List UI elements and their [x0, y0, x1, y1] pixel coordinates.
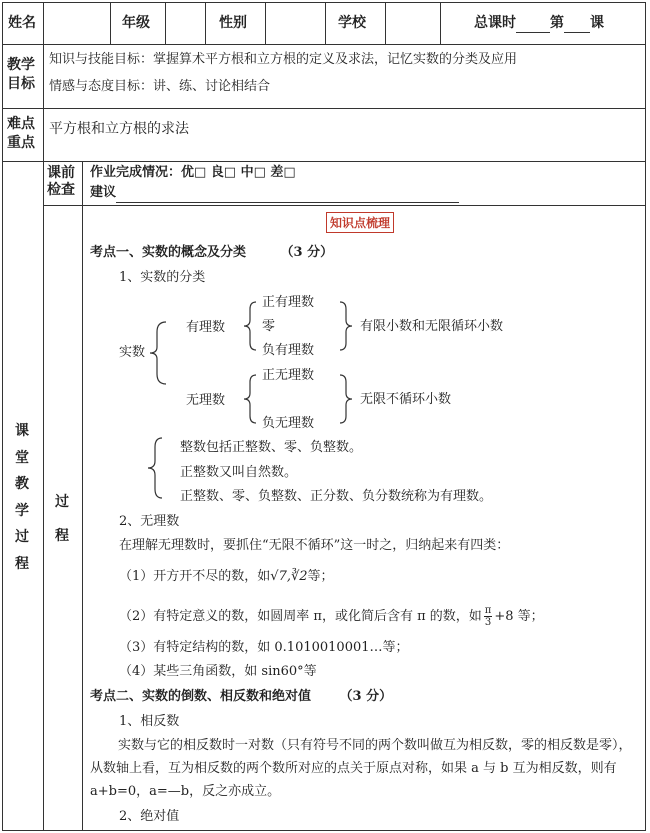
col-divider-label	[43, 2, 44, 831]
note-rational-def: 正整数、零、负整数、正分数、负分数统称为有理数。	[180, 489, 493, 504]
zero-label: 零	[262, 319, 276, 334]
irrational-type-2	[119, 605, 544, 628]
neg-irrational-label: 负无理数	[262, 416, 315, 431]
opposite-paragraph: 实数与它的相反数时一对数（只有符号不同的两个数叫做互为相反数，零的相反数是零），从数轴上看，互为相反数的两个数所对应的点关于原点对称，如果 a 与 b 互为相反数，则有 a+b=0，a=—b，反之亦成立。	[90, 738, 632, 799]
total-hours-blank[interactable]	[516, 14, 550, 33]
name-label: 姓名	[8, 15, 36, 31]
rational-label: 有理数	[186, 320, 226, 335]
topic1-heading	[90, 245, 333, 262]
fraction-numerator: π	[484, 605, 492, 616]
pi-over-3-fraction	[484, 605, 493, 628]
suggestion-blank[interactable]	[116, 185, 459, 203]
col-divider-process	[82, 161, 83, 831]
type1-suffix: 等；	[307, 569, 334, 584]
goals-label	[7, 56, 35, 94]
pos-irrational-label: 正无理数	[262, 368, 315, 383]
difficulty-label-line2: 重点	[7, 135, 35, 151]
header-col-divider	[110, 2, 111, 44]
grade-label: 年级	[122, 15, 150, 31]
classroom-process-label	[13, 418, 31, 578]
name-field[interactable]	[44, 3, 110, 44]
note-natural: 正整数又叫自然数。	[180, 465, 298, 480]
lesson-count	[474, 14, 604, 33]
lesson-number-blank[interactable]	[564, 14, 590, 33]
knowledge-goal: 知识与技能目标：掌握算术平方根和立方根的定义及求法，记忆实数的分类及应用	[49, 52, 518, 67]
classification-title: 1、实数的分类	[119, 270, 206, 285]
difficulty-label-line1: 难点	[7, 116, 35, 132]
preclass-label-line1: 课前	[47, 165, 75, 181]
difficulty-label	[7, 115, 35, 153]
row-divider-difficulty	[2, 161, 646, 162]
irrational-label: 无理数	[186, 393, 226, 408]
process-label-char: 过	[55, 494, 69, 510]
classroom-label-char: 学	[15, 502, 29, 519]
irrational-type-3: （3）有特定结构的数，如 0.1010010001…等；	[119, 640, 409, 655]
rational-left-brace	[242, 300, 258, 352]
neg-rational-label: 负有理数	[262, 343, 315, 358]
notes-brace	[146, 436, 164, 500]
irrational-title: 2、无理数	[119, 514, 180, 529]
rational-right-brace	[338, 300, 354, 352]
gender-label: 性别	[219, 15, 247, 31]
classroom-label-char: 课	[15, 423, 29, 439]
goals-label-line1: 教学	[7, 57, 35, 73]
classroom-label-char: 教	[15, 476, 29, 493]
real-number-label: 实数	[119, 345, 146, 360]
irrational-type-1	[119, 569, 334, 586]
school-field[interactable]	[386, 3, 440, 44]
type2-suffix: +8 等；	[494, 609, 544, 624]
topic2-score: （3 分）	[339, 689, 393, 704]
abs-title: 2、绝对值	[119, 809, 180, 824]
section-title-box: 知识点梳理	[326, 212, 394, 233]
difficulty-content: 平方根和立方根的求法	[49, 121, 189, 137]
school-label: 学校	[338, 15, 366, 31]
topic1-title: 考点一、实数的概念及分类	[90, 245, 247, 260]
topic2-title: 考点二、实数的倒数、相反数和绝对值	[90, 689, 312, 704]
irrational-left-brace	[242, 373, 258, 425]
topic1-score: （3 分）	[280, 245, 334, 260]
lesson-suffix: 课	[590, 15, 604, 31]
suggestion-label: 建议	[90, 185, 117, 200]
pos-rational-label: 正有理数	[262, 295, 315, 310]
preclass-label	[47, 165, 75, 199]
process-label-char: 程	[55, 528, 69, 544]
rational-desc: 有限小数和无限循环小数	[360, 319, 504, 334]
header-col-divider	[205, 2, 206, 44]
row-divider-preclass	[43, 205, 646, 206]
total-hours-label: 总课时	[474, 15, 516, 31]
preclass-label-line2: 检查	[47, 182, 75, 198]
goals-label-line2: 目标	[7, 76, 35, 92]
classroom-label-char: 堂	[15, 449, 29, 466]
table-border-right	[645, 2, 646, 831]
header-col-divider	[325, 2, 326, 44]
table-border-left	[2, 2, 3, 831]
suggestion-line	[90, 185, 459, 203]
type1-text: （1）开方开不尽的数，如	[119, 569, 271, 584]
emotion-goal: 情感与态度目标：讲、练、讨论相结合	[49, 79, 271, 94]
gender-field[interactable]	[266, 3, 325, 44]
process-label	[53, 485, 71, 553]
grade-field[interactable]	[166, 3, 205, 44]
irrational-type-4: （4）某些三角函数，如 sin60°等	[119, 664, 317, 679]
row-divider-goals	[2, 108, 646, 109]
fraction-denominator: 3	[484, 617, 492, 628]
irrational-right-brace	[338, 373, 354, 425]
classroom-label-char: 程	[15, 555, 29, 572]
irrational-intro: 在理解无理数时，要抓住“无限不循环”这一时之，归纳起来有四类：	[119, 538, 510, 553]
header-col-divider	[440, 2, 441, 44]
topic2-heading	[90, 689, 392, 706]
irrational-desc: 无限不循环小数	[360, 392, 452, 407]
lesson-prefix: 第	[550, 15, 564, 31]
homework-status: 作业完成情况：优□ 良□ 中□ 差□	[90, 165, 296, 180]
type1-math: √7,∛2	[270, 569, 308, 584]
note-integers: 整数包括正整数、零、负整数。	[180, 440, 363, 455]
classroom-label-char: 过	[15, 529, 29, 546]
type2-text: （2）有特定意义的数，如圆周率 π，或化简后含有 π 的数，如	[119, 609, 482, 624]
opposite-title: 1、相反数	[119, 714, 180, 729]
table-border-bottom	[2, 830, 646, 831]
row-divider-header	[2, 44, 646, 45]
real-number-brace	[148, 320, 168, 386]
